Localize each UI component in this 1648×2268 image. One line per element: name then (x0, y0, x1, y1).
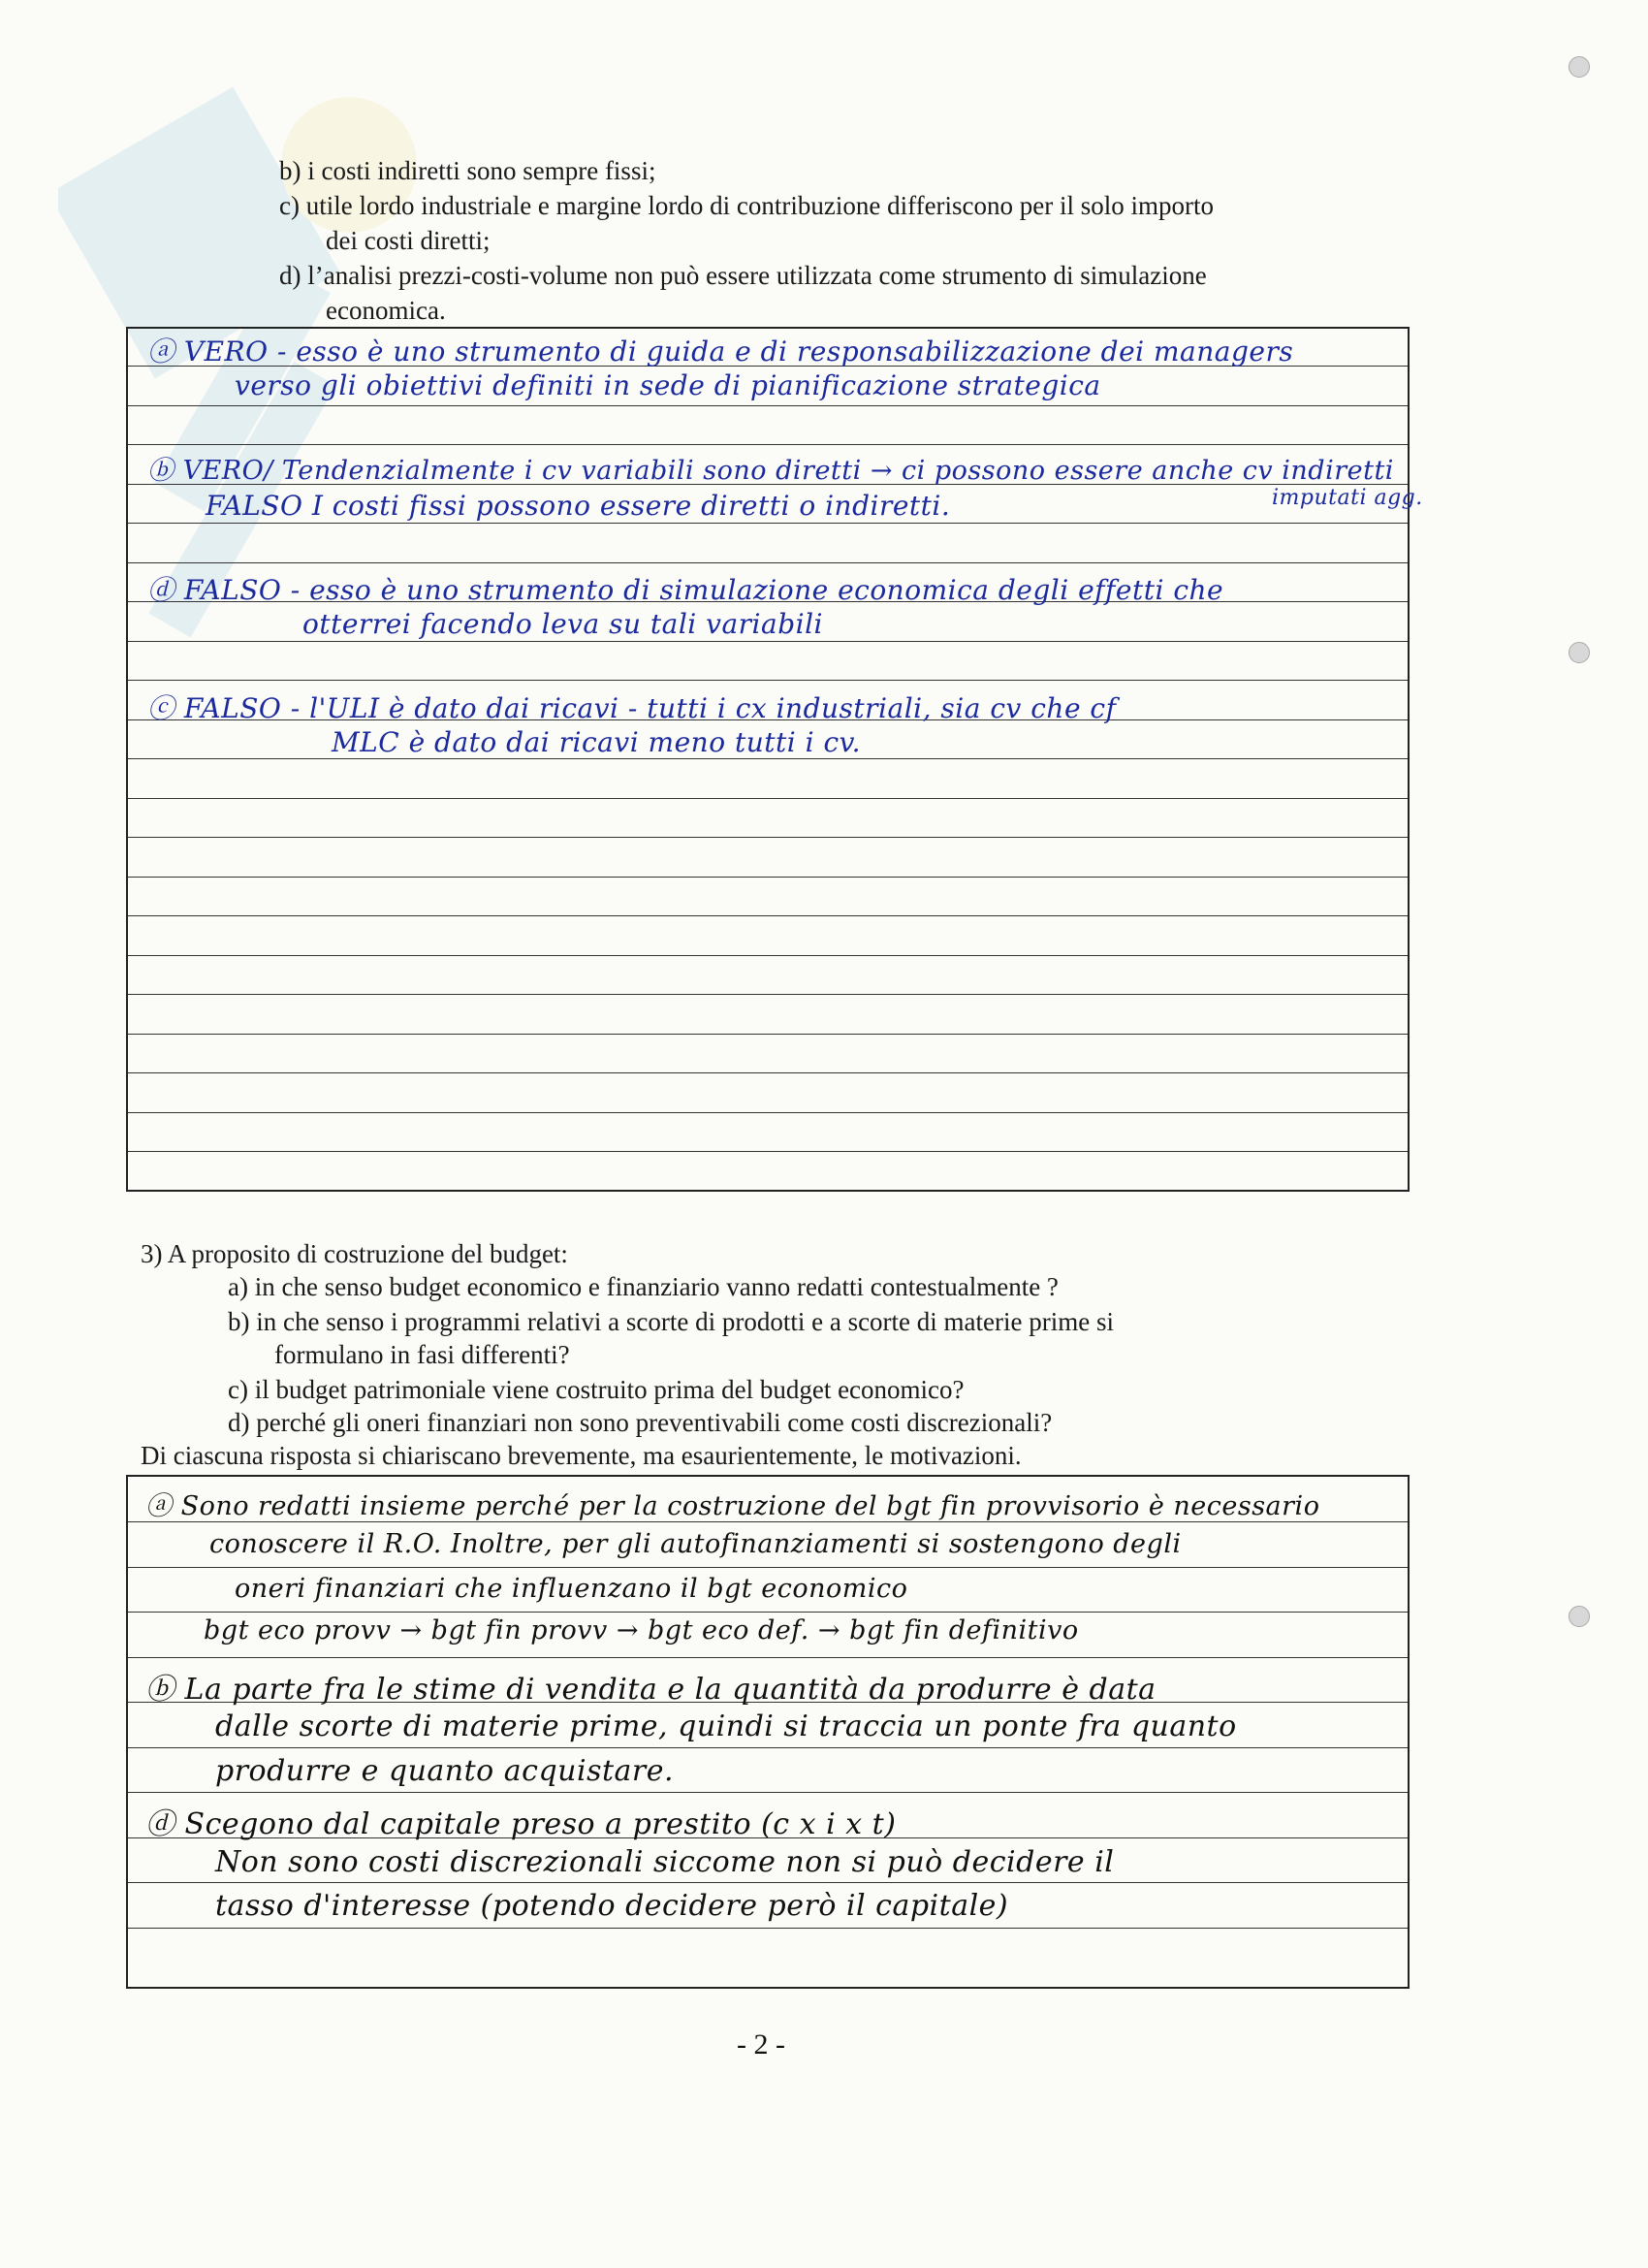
item-d-line1: d) l’analisi prezzi-costi-volume non può essere utilizzata come strumento di simulazione (279, 261, 1207, 290)
answer-a-line1: ⓐ VERO - esso è uno strumento di guida e di responsabilizzazione dei managers (147, 335, 1294, 367)
item-d-line2: economica. (326, 296, 446, 325)
answer-d-line1: ⓓ FALSO - esso è uno strumento di simulazione economica degli effetti che (147, 574, 1224, 606)
answer-b-line1: ⓑ VERO/ Tendenzialmente i cv variabili sono diretti → ci possono essere anche cv indiretti (147, 456, 1394, 486)
answer-3d-line3: tasso d'interesse (potendo decidere però il capitale) (215, 1889, 1009, 1923)
page-number: - 2 - (737, 2028, 785, 2060)
answer-b-note: imputati agg. (1272, 486, 1423, 510)
answer-box-q3 (126, 1475, 1410, 1989)
answer-3a-line3: oneri finanziari che influenzano il bgt economico (235, 1574, 908, 1604)
answer-3a-line4: bgt eco provv → bgt fin provv → bgt eco def. → bgt fin definitivo (204, 1615, 1079, 1645)
answer-3b-line1: ⓑ La parte fra le stime di vendita e la quantità da produrre è data (145, 1673, 1157, 1707)
answer-3d-line2: Non sono costi discrezionali siccome non si può decidere il (215, 1845, 1115, 1879)
item-b: b) i costi indiretti sono sempre fissi; (279, 156, 656, 185)
item-c-line1: c) utile lordo industriale e margine lordo di contribuzione differiscono per il solo importo (279, 191, 1215, 220)
question-3-item-c: c) il budget patrimoniale viene costruito prima del budget economico? (228, 1375, 965, 1404)
answer-a-line2: verso gli obiettivi definiti in sede di pianificazione strategica (235, 369, 1101, 401)
question-3-closing: Di ciascuna risposta si chiariscano brevemente, ma esaurientemente, le motivazioni. (141, 1441, 1022, 1470)
answer-3b-line2: dalle scorte di materie prime, quindi si traccia un ponte fra quanto (215, 1709, 1237, 1743)
item-c-line2: dei costi diretti; (326, 226, 491, 255)
question-3-item-b-line1: b) in che senso i programmi relativi a scorte di prodotti e a scorte di materie prime si (228, 1307, 1114, 1336)
answer-box-q2 (126, 327, 1423, 1192)
answer-3a-line2: conoscere il R.O. Inoltre, per gli autofinanziamenti si sostengono degli (209, 1529, 1182, 1559)
punch-hole (1569, 642, 1590, 663)
answer-3a-line1: ⓐ Sono redatti insieme perché per la costruzione del bgt fin provvisorio è necessario (145, 1491, 1320, 1521)
punch-hole (1569, 56, 1590, 78)
question-3-item-a: a) in che senso budget economico e finanziario vanno redatti contestualmente ? (228, 1272, 1059, 1301)
answer-b-line2: FALSO I costi fissi possono essere diretti o indiretti. (206, 490, 951, 522)
answer-3b-line3: produrre e quanto acquistare. (215, 1754, 675, 1788)
question-3-item-b-line2: formulano in fasi differenti? (274, 1340, 570, 1369)
answer-d-line2: otterrei facendo leva su tali variabili (302, 608, 823, 640)
question-3-intro: 3) A proposito di costruzione del budget: (141, 1239, 568, 1268)
question-3-item-d: d) perché gli oneri finanziari non sono preventivabili come costi discrezionali? (228, 1408, 1053, 1437)
punch-hole (1569, 1606, 1590, 1627)
answer-c-line1: ⓒ FALSO - l'ULI è dato dai ricavi - tutti i cx industriali, sia cv che cf (147, 692, 1117, 724)
answer-3d-line1: ⓓ Scegono dal capitale preso a prestito (c x i x t) (145, 1807, 897, 1841)
answer-c-line2: MLC è dato dai ricavi meno tutti i cv. (332, 726, 862, 758)
